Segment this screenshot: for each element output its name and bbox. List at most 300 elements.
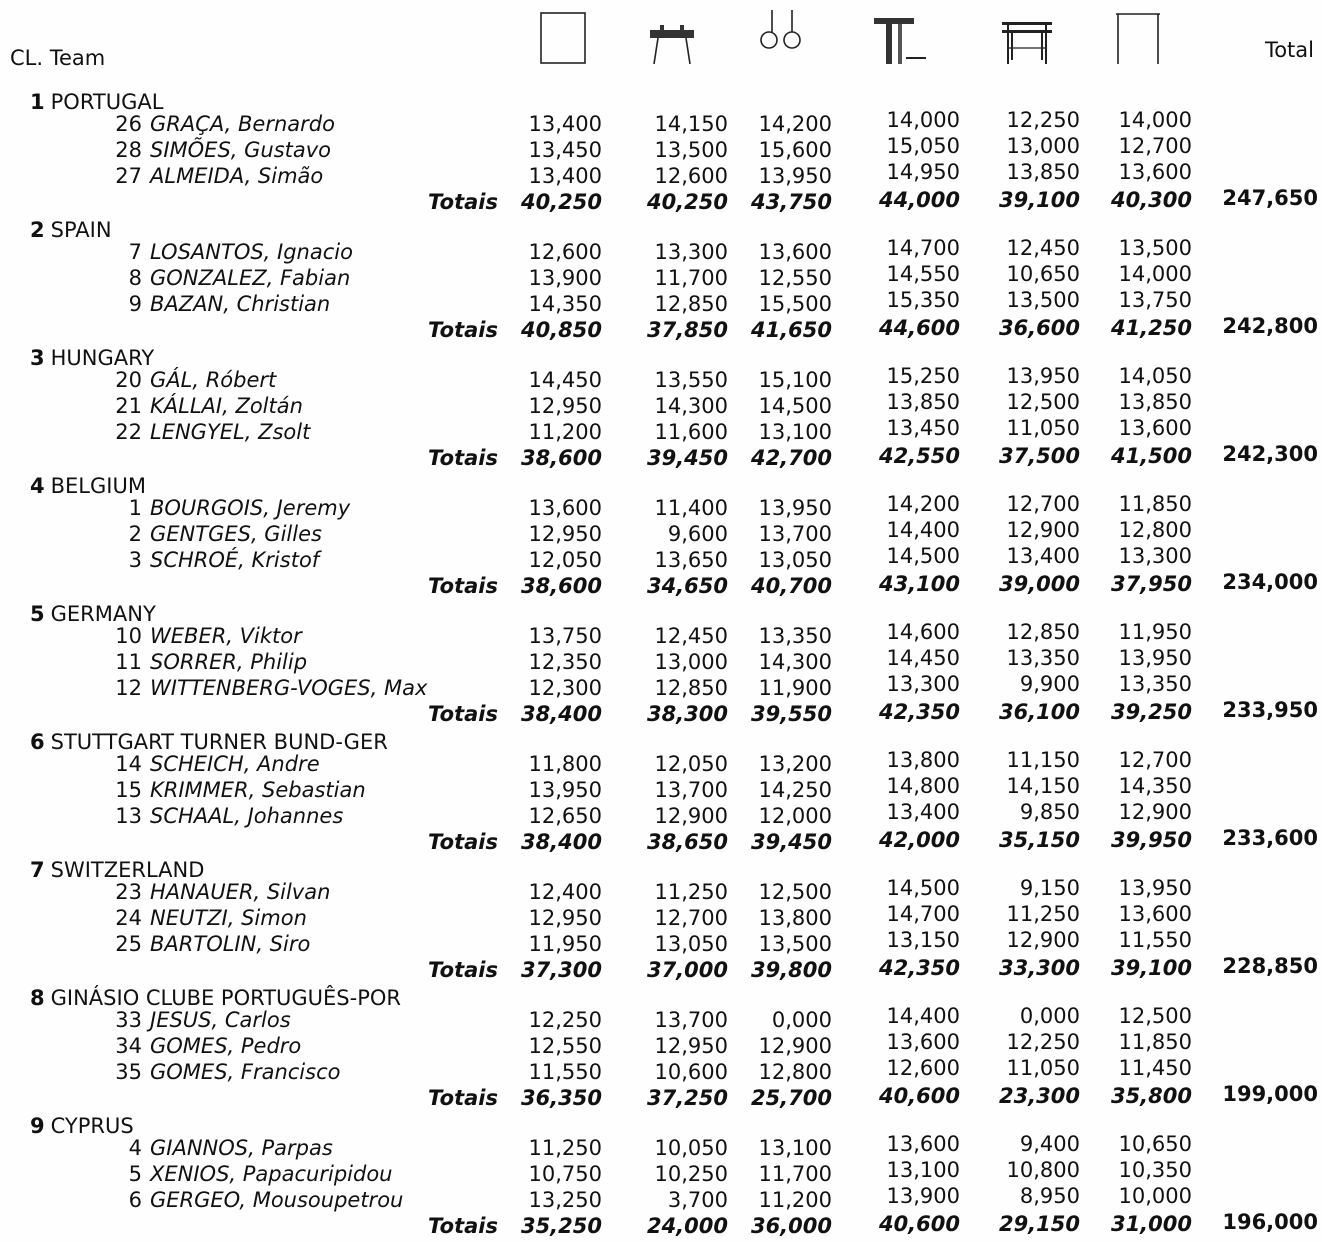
score-cell: 12,550	[528, 1034, 602, 1058]
score-cell: 11,800	[528, 752, 602, 776]
score-cell: 12,400	[528, 880, 602, 904]
score-cell: 11,400	[654, 496, 728, 520]
score-cell: 13,350	[758, 624, 832, 648]
score-cell: 13,850	[1118, 390, 1192, 414]
score-cell: 10,650	[1118, 1132, 1192, 1156]
gymnast-number: 1	[128, 496, 142, 520]
gymnast-number: 28	[115, 138, 142, 162]
score-cell: 12,700	[1006, 492, 1080, 516]
score-cell: 10,650	[1006, 262, 1080, 286]
apparatus-total: 37,850	[646, 318, 728, 342]
score-cell: 13,950	[1118, 646, 1192, 670]
team-rank: 1	[30, 90, 45, 114]
score-cell: 12,500	[758, 880, 832, 904]
score-cell: 14,700	[886, 236, 960, 260]
score-cell: 11,700	[654, 266, 728, 290]
score-cell: 12,900	[1006, 518, 1080, 542]
score-cell: 13,500	[758, 932, 832, 956]
score-cell: 12,850	[1006, 620, 1080, 644]
score-cell: 10,050	[654, 1136, 728, 1160]
apparatus-total: 39,450	[646, 446, 728, 470]
score-cell: 12,550	[758, 266, 832, 290]
apparatus-total: 40,300	[1110, 188, 1192, 212]
score-cell: 15,100	[758, 368, 832, 392]
apparatus-total: 39,950	[1110, 828, 1192, 852]
totals-label: Totais	[428, 1086, 498, 1110]
gymnast-number: 8	[128, 266, 142, 290]
team-name-text: PORTUGAL	[50, 90, 164, 114]
score-cell: 11,250	[1006, 902, 1080, 926]
apparatus-total: 41,250	[1110, 316, 1192, 340]
score-cell: 13,000	[1006, 134, 1080, 158]
score-cell: 12,350	[528, 650, 602, 674]
score-cell: 11,900	[758, 676, 832, 700]
gymnast-name: BOURGOIS, Jeremy	[150, 496, 351, 520]
score-cell: 0,000	[771, 1008, 832, 1032]
score-cell: 13,600	[886, 1132, 960, 1156]
apparatus-total: 44,600	[878, 316, 960, 340]
score-cell: 14,450	[528, 368, 602, 392]
score-cell: 10,600	[654, 1060, 728, 1084]
score-cell: 13,300	[886, 672, 960, 696]
apparatus-total: 24,000	[646, 1214, 728, 1238]
team-rank: 2	[30, 218, 45, 242]
score-cell: 13,600	[1118, 160, 1192, 184]
gymnast-name: BAZAN, Christian	[150, 292, 331, 316]
score-cell: 13,750	[528, 624, 602, 648]
score-cell: 13,900	[886, 1184, 960, 1208]
score-cell: 13,400	[528, 112, 602, 136]
team-rank: 4	[30, 474, 45, 498]
apparatus-total: 37,500	[998, 444, 1080, 468]
score-cell: 12,700	[1118, 748, 1192, 772]
score-cell: 9,600	[667, 522, 728, 546]
totals-row	[0, 314, 1322, 344]
score-cell: 13,700	[758, 522, 832, 546]
score-cell: 12,800	[758, 1060, 832, 1084]
score-cell: 13,400	[528, 164, 602, 188]
apparatus-total: 37,300	[520, 958, 602, 982]
score-cell: 11,550	[1118, 928, 1192, 952]
score-cell: 14,400	[886, 518, 960, 542]
score-cell: 13,300	[654, 240, 728, 264]
gymnast-name: KRIMMER, Sebastian	[150, 778, 366, 802]
apparatus-total: 42,000	[878, 828, 960, 852]
apparatus-total: 40,700	[750, 574, 832, 598]
score-cell: 12,600	[654, 164, 728, 188]
gymnast-number: 34	[115, 1034, 142, 1058]
apparatus-total: 42,350	[878, 700, 960, 724]
score-cell: 12,900	[758, 1034, 832, 1058]
totals-label: Totais	[428, 190, 498, 214]
apparatus-total: 40,250	[646, 190, 728, 214]
rings-icon	[754, 8, 810, 66]
score-cell: 14,050	[1118, 364, 1192, 388]
gymnast-number: 35	[115, 1060, 142, 1084]
apparatus-total: 31,000	[1110, 1212, 1192, 1236]
score-cell: 14,000	[1118, 108, 1192, 132]
score-cell: 12,700	[1118, 134, 1192, 158]
team-name	[30, 218, 112, 242]
totals-row	[0, 1210, 1322, 1240]
score-cell: 12,800	[1118, 518, 1192, 542]
score-cell: 12,600	[528, 240, 602, 264]
score-cell: 12,500	[1006, 390, 1080, 414]
totals-label: Totais	[428, 574, 498, 598]
vault-icon	[872, 8, 932, 66]
score-cell: 13,650	[654, 548, 728, 572]
apparatus-total: 38,650	[646, 830, 728, 854]
apparatus-total: 38,400	[520, 830, 602, 854]
apparatus-total: 38,600	[520, 574, 602, 598]
gymnast-row	[0, 288, 1322, 318]
gymnast-name: GÁL, Róbert	[150, 368, 277, 392]
team-name-text: CYPRUS	[50, 1114, 134, 1138]
team-rank: 5	[30, 602, 45, 626]
score-cell: 10,250	[654, 1162, 728, 1186]
score-cell: 14,950	[886, 160, 960, 184]
apparatus-total: 40,600	[878, 1084, 960, 1108]
score-cell: 9,850	[1019, 800, 1080, 824]
team-name-text: GERMANY	[50, 602, 156, 626]
score-cell: 13,000	[654, 650, 728, 674]
score-cell: 13,100	[886, 1158, 960, 1182]
team-rank: 9	[30, 1114, 45, 1138]
gymnast-number: 23	[115, 880, 142, 904]
totals-row	[0, 442, 1322, 472]
gymnast-name: ALMEIDA, Simão	[150, 164, 324, 188]
totals-row	[0, 698, 1322, 728]
score-cell: 11,150	[1006, 748, 1080, 772]
score-cell: 13,700	[654, 778, 728, 802]
score-cell: 11,050	[1006, 416, 1080, 440]
team-block	[0, 90, 1322, 218]
totals-row	[0, 954, 1322, 984]
score-cell: 13,300	[1118, 544, 1192, 568]
score-cell: 10,000	[1118, 1184, 1192, 1208]
apparatus-total: 35,150	[998, 828, 1080, 852]
apparatus-total: 38,600	[520, 446, 602, 470]
apparatus-total: 39,450	[750, 830, 832, 854]
score-cell: 13,350	[1118, 672, 1192, 696]
gymnast-row	[0, 1184, 1322, 1214]
score-cell: 11,600	[654, 420, 728, 444]
score-cell: 10,750	[528, 1162, 602, 1186]
score-cell: 11,850	[1118, 1030, 1192, 1054]
gymnast-row	[0, 1056, 1322, 1086]
score-cell: 12,050	[528, 548, 602, 572]
gymnast-number: 20	[115, 368, 142, 392]
score-cell: 11,950	[1118, 620, 1192, 644]
score-cell: 13,550	[654, 368, 728, 392]
apparatus-total: 38,400	[520, 702, 602, 726]
score-cell: 13,450	[528, 138, 602, 162]
score-cell: 12,000	[758, 804, 832, 828]
team-name	[30, 602, 156, 626]
apparatus-total: 44,000	[878, 188, 960, 212]
score-cell: 11,700	[758, 1162, 832, 1186]
team-name	[30, 730, 388, 754]
score-cell: 13,950	[1006, 364, 1080, 388]
score-cell: 12,250	[1006, 1030, 1080, 1054]
team-name-text: BELGIUM	[50, 474, 146, 498]
team-name-text: SPAIN	[50, 218, 112, 242]
gymnast-number: 12	[115, 676, 142, 700]
score-cell: 13,750	[1118, 288, 1192, 312]
gymnast-row	[0, 160, 1322, 190]
gymnast-row	[0, 416, 1322, 446]
score-cell: 11,050	[1006, 1056, 1080, 1080]
score-cell: 10,800	[1006, 1158, 1080, 1182]
gymnast-number: 24	[115, 906, 142, 930]
score-cell: 13,600	[528, 496, 602, 520]
score-cell: 14,000	[886, 108, 960, 132]
score-cell: 15,050	[886, 134, 960, 158]
gymnast-name: SORRER, Philip	[150, 650, 308, 674]
score-cell: 13,100	[758, 1136, 832, 1160]
score-cell: 12,450	[1006, 236, 1080, 260]
score-cell: 9,900	[1019, 672, 1080, 696]
gymnast-number: 4	[128, 1136, 142, 1160]
score-cell: 13,100	[758, 420, 832, 444]
totals-label: Totais	[428, 958, 498, 982]
score-cell: 14,150	[1006, 774, 1080, 798]
score-cell: 13,200	[758, 752, 832, 776]
score-cell: 13,900	[528, 266, 602, 290]
score-cell: 12,900	[1118, 800, 1192, 824]
totals-label: Totais	[428, 318, 498, 342]
apparatus-total: 36,100	[998, 700, 1080, 724]
score-cell: 12,850	[654, 676, 728, 700]
team-name	[30, 346, 154, 370]
apparatus-total: 39,800	[750, 958, 832, 982]
score-cell: 14,250	[758, 778, 832, 802]
score-cell: 13,950	[528, 778, 602, 802]
score-cell: 13,050	[758, 548, 832, 572]
team-block	[0, 858, 1322, 986]
apparatus-total: 33,300	[998, 956, 1080, 980]
apparatus-total: 40,250	[520, 190, 602, 214]
team-block	[0, 986, 1322, 1114]
apparatus-total: 42,700	[750, 446, 832, 470]
score-cell: 15,350	[886, 288, 960, 312]
gymnast-name: SCHROÉ, Kristof	[150, 548, 320, 572]
team-block	[0, 1114, 1322, 1242]
team-total: 242,300	[1222, 442, 1318, 466]
gymnast-number: 2	[128, 522, 142, 546]
apparatus-total: 42,350	[878, 956, 960, 980]
gymnast-name: SIMÕES, Gustavo	[150, 138, 332, 162]
team-total: 233,950	[1222, 698, 1318, 722]
team-name-text: SWITZERLAND	[50, 858, 205, 882]
score-cell: 14,500	[886, 544, 960, 568]
header-label: CL. Team	[10, 46, 106, 70]
apparatus-total: 29,150	[998, 1212, 1080, 1236]
gymnast-number: 21	[115, 394, 142, 418]
team-name	[30, 90, 163, 114]
gymnast-name: GOMES, Pedro	[150, 1034, 302, 1058]
gymnast-number: 27	[115, 164, 142, 188]
team-total: 228,850	[1222, 954, 1318, 978]
team-name-text: STUTTGART TURNER BUND-GER	[50, 730, 388, 754]
apparatus-total: 23,300	[998, 1084, 1080, 1108]
gymnast-number: 6	[128, 1188, 142, 1212]
totals-row	[0, 1082, 1322, 1112]
gymnast-number: 22	[115, 420, 142, 444]
score-cell: 13,350	[1006, 646, 1080, 670]
score-cell: 13,600	[1118, 902, 1192, 926]
team-rank: 8	[30, 986, 45, 1010]
totals-label: Totais	[428, 702, 498, 726]
score-cell: 12,950	[528, 522, 602, 546]
gymnast-name: GONZALEZ, Fabian	[150, 266, 351, 290]
gymnast-number: 33	[115, 1008, 142, 1032]
score-cell: 12,250	[1006, 108, 1080, 132]
gymnast-number: 5	[128, 1162, 142, 1186]
apparatus-total: 40,850	[520, 318, 602, 342]
gymnast-number: 10	[115, 624, 142, 648]
score-cell: 11,200	[758, 1188, 832, 1212]
score-cell: 13,600	[758, 240, 832, 264]
score-cell: 12,700	[654, 906, 728, 930]
score-cell: 11,450	[1118, 1056, 1192, 1080]
score-cell: 14,350	[528, 292, 602, 316]
score-cell: 14,200	[886, 492, 960, 516]
team-rank: 3	[30, 346, 45, 370]
score-cell: 12,600	[886, 1056, 960, 1080]
gymnast-row	[0, 672, 1322, 702]
team-block	[0, 346, 1322, 474]
gymnast-name: XENIOS, Papacuripidou	[150, 1162, 393, 1186]
score-cell: 13,850	[1006, 160, 1080, 184]
apparatus-total: 35,250	[520, 1214, 602, 1238]
gymnast-number: 26	[115, 112, 142, 136]
score-cell: 14,500	[758, 394, 832, 418]
gymnast-name: WITTENBERG-VOGES, Max	[150, 676, 428, 700]
score-cell: 12,050	[654, 752, 728, 776]
score-cell: 12,850	[654, 292, 728, 316]
score-cell: 11,950	[528, 932, 602, 956]
score-cell: 11,850	[1118, 492, 1192, 516]
gymnast-name: GERGEO, Mousoupetrou	[150, 1188, 404, 1212]
totals-row	[0, 570, 1322, 600]
score-cell: 13,600	[1118, 416, 1192, 440]
team-rank: 7	[30, 858, 45, 882]
team-block	[0, 602, 1322, 730]
apparatus-total: 39,100	[1110, 956, 1192, 980]
score-cell: 14,500	[886, 876, 960, 900]
score-cell: 11,250	[654, 880, 728, 904]
score-cell: 13,950	[1118, 876, 1192, 900]
score-cell: 12,300	[528, 676, 602, 700]
score-cell: 3,700	[667, 1188, 728, 1212]
totals-row	[0, 826, 1322, 856]
team-name	[30, 1114, 134, 1138]
parallel-bars-icon	[998, 8, 1058, 66]
apparatus-total: 38,300	[646, 702, 728, 726]
score-cell: 8,950	[1019, 1184, 1080, 1208]
totals-row	[0, 186, 1322, 216]
team-total: 234,000	[1222, 570, 1318, 594]
team-total: 233,600	[1222, 826, 1318, 850]
team-name	[30, 474, 146, 498]
score-cell: 13,400	[886, 800, 960, 824]
apparatus-total: 34,650	[646, 574, 728, 598]
apparatus-total: 39,000	[998, 572, 1080, 596]
gymnast-name: GRAÇA, Bernardo	[150, 112, 335, 136]
score-cell: 0,000	[1019, 1004, 1080, 1028]
score-cell: 14,800	[886, 774, 960, 798]
apparatus-total: 41,650	[750, 318, 832, 342]
score-cell: 13,400	[1006, 544, 1080, 568]
score-cell: 11,550	[528, 1060, 602, 1084]
gymnast-name: NEUTZI, Simon	[150, 906, 307, 930]
gymnast-name: BARTOLIN, Siro	[150, 932, 311, 956]
score-cell: 14,600	[886, 620, 960, 644]
score-cell: 12,250	[528, 1008, 602, 1032]
gymnast-number: 25	[115, 932, 142, 956]
score-cell: 13,150	[886, 928, 960, 952]
gymnast-number: 7	[128, 240, 142, 264]
score-cell: 9,400	[1019, 1132, 1080, 1156]
apparatus-total: 35,800	[1110, 1084, 1192, 1108]
gymnast-row	[0, 544, 1322, 574]
gymnast-number: 15	[115, 778, 142, 802]
score-cell: 13,800	[886, 748, 960, 772]
score-cell: 12,450	[654, 624, 728, 648]
apparatus-total: 37,000	[646, 958, 728, 982]
score-cell: 14,150	[654, 112, 728, 136]
score-cell: 14,550	[886, 262, 960, 286]
gymnast-number: 14	[115, 752, 142, 776]
score-cell: 13,950	[758, 164, 832, 188]
gymnast-number: 9	[128, 292, 142, 316]
team-name-text: HUNGARY	[50, 346, 155, 370]
score-cell: 13,450	[886, 416, 960, 440]
score-cell: 12,950	[528, 906, 602, 930]
gymnast-name: GENTGES, Gilles	[150, 522, 322, 546]
score-cell: 12,650	[528, 804, 602, 828]
gymnast-name: HANAUER, Silvan	[150, 880, 331, 904]
score-cell: 14,450	[886, 646, 960, 670]
score-cell: 14,000	[1118, 262, 1192, 286]
score-cell: 14,300	[654, 394, 728, 418]
team-total: 199,000	[1222, 1082, 1318, 1106]
totals-label: Totais	[428, 1214, 498, 1238]
score-cell: 12,950	[654, 1034, 728, 1058]
team-name	[30, 986, 401, 1010]
apparatus-total: 36,350	[520, 1086, 602, 1110]
gymnast-name: LOSANTOS, Ignacio	[150, 240, 353, 264]
team-total: 242,800	[1222, 314, 1318, 338]
gymnast-name: KÁLLAI, Zoltán	[150, 394, 303, 418]
score-cell: 13,500	[1006, 288, 1080, 312]
score-cell: 15,500	[758, 292, 832, 316]
score-cell: 13,600	[886, 1030, 960, 1054]
team-block	[0, 730, 1322, 858]
team-total: 247,650	[1222, 186, 1318, 210]
apparatus-total: 25,700	[750, 1086, 832, 1110]
score-cell: 12,950	[528, 394, 602, 418]
score-cell: 13,500	[654, 138, 728, 162]
score-cell: 14,200	[758, 112, 832, 136]
apparatus-total: 39,550	[750, 702, 832, 726]
gymnast-name: WEBER, Viktor	[150, 624, 302, 648]
score-cell: 13,700	[654, 1008, 728, 1032]
apparatus-total: 36,600	[998, 316, 1080, 340]
header-total-label: Total	[1264, 38, 1314, 62]
score-cell: 12,500	[1118, 1004, 1192, 1028]
